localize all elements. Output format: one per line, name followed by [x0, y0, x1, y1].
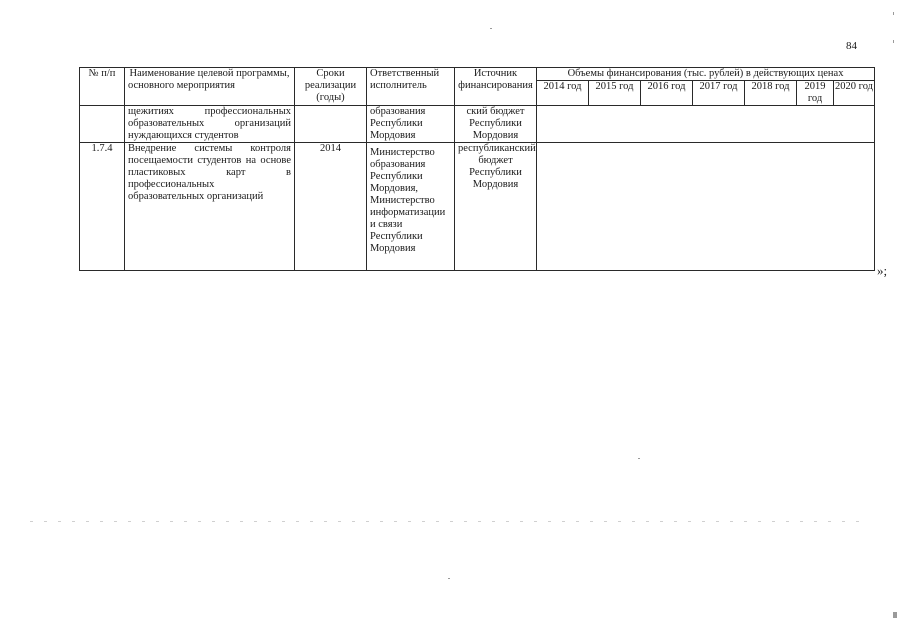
page-number: 84: [846, 40, 857, 52]
row-name: Внедрение системы контроля посещаемости студентов на основе пластиковых карт в профессиональных образовательных организаций: [125, 143, 295, 271]
header-year-2020: 2020 год: [834, 81, 875, 106]
table-row: [80, 106, 875, 143]
header-num: № п/п: [80, 68, 125, 106]
header-year-2018: 2018 год: [745, 81, 797, 106]
header-executor: Ответственный исполнитель: [367, 68, 455, 106]
row-source: ский бюджет Республики Мордовия: [455, 106, 537, 143]
scan-speck: [893, 40, 894, 43]
header-year-2015: 2015 год: [589, 81, 641, 106]
row-period: 2014: [295, 143, 367, 271]
table-row: [80, 143, 875, 271]
scan-speck: [30, 521, 870, 522]
scan-speck: [490, 28, 492, 29]
scan-speck: [893, 12, 894, 15]
row-source: республиканский бюджет Республики Мордовия: [455, 143, 537, 271]
program-table: [79, 67, 875, 271]
row-num: [80, 106, 125, 143]
row-period: [295, 106, 367, 143]
header-year-2016: 2016 год: [641, 81, 693, 106]
header-source: Источник финансирования: [455, 68, 537, 106]
row-executor: Министерство образования Республики Мордовия, Министерство информатизации и связи Республики Мордовия: [367, 143, 455, 271]
header-period: Сроки реализации (годы): [295, 68, 367, 106]
header-funding: Объемы финансирования (тыс. рублей) в действующих ценах: [537, 68, 875, 81]
header-year-2017: 2017 год: [693, 81, 745, 106]
row-funding: [537, 106, 875, 143]
scan-speck: [448, 578, 450, 579]
row-name: щежитиях профессиональных образовательных организаций нуждающихся студентов: [125, 106, 295, 143]
row-executor: образования Республики Мордовия: [367, 106, 455, 143]
closing-quote-mark: »;: [877, 263, 888, 278]
row-funding: [537, 143, 875, 271]
row-num: 1.7.4: [80, 143, 125, 271]
scan-speck: [893, 612, 897, 618]
header-year-2014: 2014 год: [537, 81, 589, 106]
header-name: Наименование целевой программы, основного мероприятия: [125, 68, 295, 106]
scan-speck: [638, 458, 640, 459]
header-year-2019: 2019 год: [797, 81, 834, 106]
